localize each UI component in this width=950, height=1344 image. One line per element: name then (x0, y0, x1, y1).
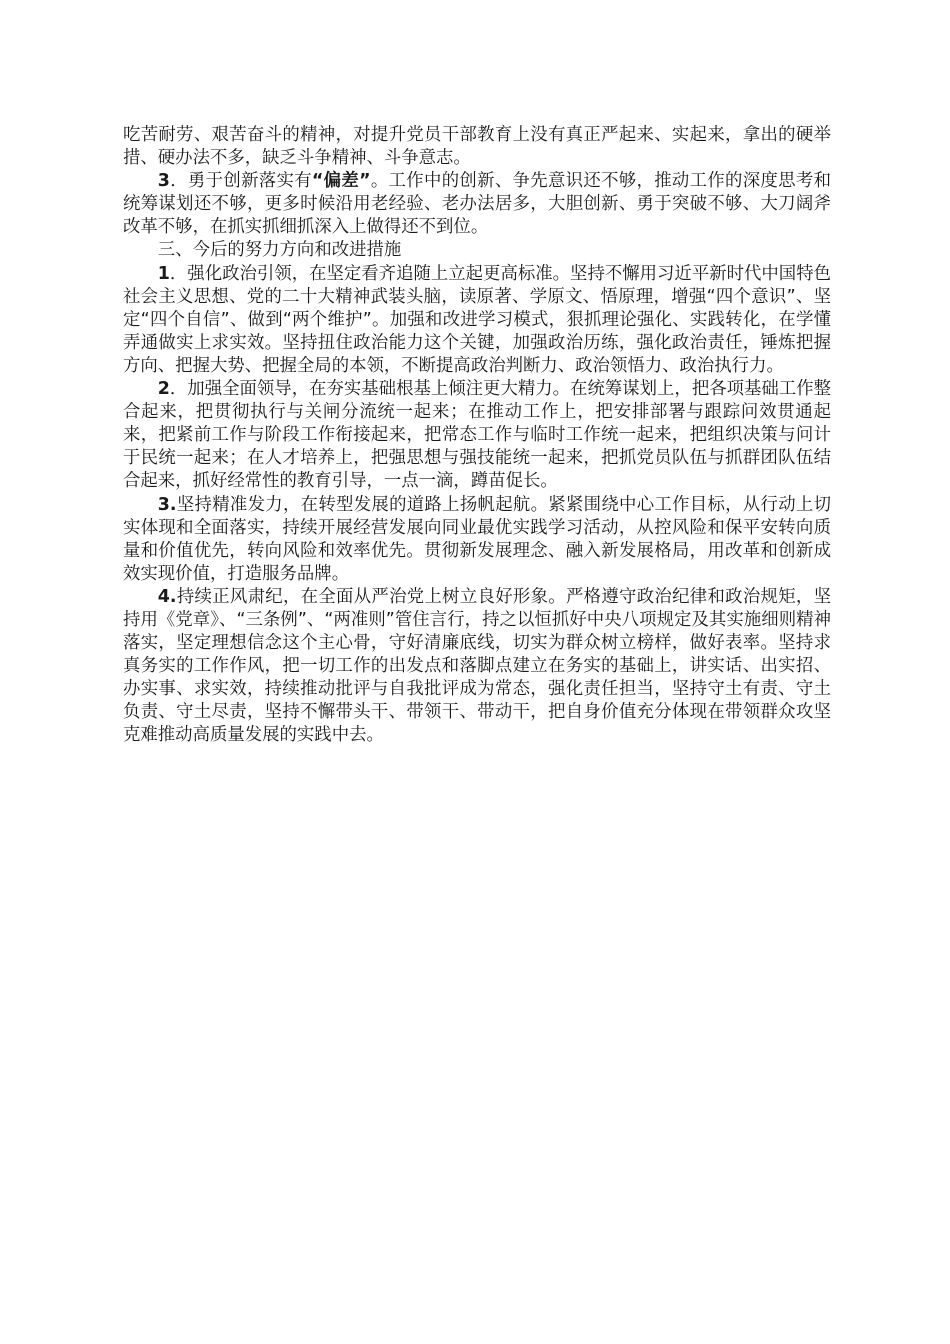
paragraph-lead: 持续正风肃纪，在全面从严治党上树立良好形象。严格遵守政治纪律和政治规矩，坚持用《党章》、“三条例”、“两准则”管住言行，持之以恒抓好中央八项规定及其实施细则精神落实，坚定理想信念这个主心骨，守好清廉底线，切实为群众树立榜样，做好表率。坚持求真务实的工作作风，把一切工作的出发点和落脚点建立在务实的基础上，讲实话、出实招、办实事、求实效，持续推动批评与自我批评成为常态，强化责任担当，坚持守土有责、守土负责、守土尽责，坚持不懈带头干、带领干、带动干，把自身价值充分体现在带领群众攻坚克难推动高质量发展的实践中去。 (123, 586, 831, 746)
paragraph-problem-3 (123, 170, 831, 239)
paragraph-lead: ．加强全面领导，在夯实基础根基上倾注更大精力。在统筹谋划上，把各项基础工作整合起来，把贯彻执行与关闸分流统一起来；在推动工作上，把安排部署与跟踪问效贯通起来，把紧前工作与阶段工作衔接起来，把常态工作与临时工作统一起来，把组织决策与问计于民统一起来；在人才培养上，把强思想与强技能统一起来，把抓党员队伍与抓群团队伍结合起来，抓好经常性的教育引导，一点一滴，蹲苗促长。 (123, 379, 831, 492)
paragraph-lead: 坚持精准发力，在转型发展的道路上扬帆起航。紧紧围绕中心工作目标，从行动上切实体现和全面落实，持续开展经营发展向同业最优实践学习活动，从控风险和保平安转向质量和价值优先，转向风险和效率优先。贯彻新发展理念、融入新发展格局，用改革和创新成效实现价值，打造服务品牌。 (123, 494, 831, 584)
item-number: 4. (157, 586, 177, 607)
paragraph-continuation (123, 124, 831, 170)
paragraph-emphasis: “偏差” (311, 171, 371, 192)
paragraph-measure-2 (123, 378, 831, 493)
paragraph-tail: 。工作中的创新、争先意识还不够，推动工作的深度思考和统筹谋划还不够，更多时候沿用老经验、老办法居多，大胆创新、勇于突破不够、大刀阔斧改革不够，在抓实抓细抓深入上做得还不到位。 (123, 171, 831, 238)
document-body (123, 124, 831, 748)
item-number: 2 (157, 379, 170, 400)
item-number: 3. (157, 494, 177, 515)
paragraph-measure-4 (123, 586, 831, 748)
item-number: 1 (157, 263, 170, 284)
paragraph-measure-1 (123, 263, 831, 378)
paragraph-lead: ．强化政治引领，在坚定看齐追随上立起更高标准。坚持不懈用习近平新时代中国特色社会主义思想、党的二十大精神武装头脑，读原著、学原文、悟原理，增强“四个意识”、坚定“四个自信”、做到“两个维护”。加强和改进学习模式，狠抓理论强化、实践转化，在学懂弄通做实上求实效。坚持扭住政治能力这个关键，加强政治历练，强化政治责任，锤炼把握方向、把握大势、把握全局的本领，不断提高政治判断力、政治领悟力、政治执行力。 (123, 263, 831, 376)
item-number: 3 (157, 171, 170, 192)
section-heading-text: 三、今后的努力方向和改进措施 (157, 240, 402, 261)
paragraph-text: 吃苦耐劳、艰苦奋斗的精神，对提升党员干部教育上没有真正严起来、实起来，拿出的硬举措、硬办法不多，缺乏斗争精神、斗争意志。 (123, 125, 831, 169)
paragraph-measure-3 (123, 494, 831, 586)
paragraph-lead: ．勇于创新落实有 (169, 171, 312, 192)
section-heading (123, 239, 831, 262)
